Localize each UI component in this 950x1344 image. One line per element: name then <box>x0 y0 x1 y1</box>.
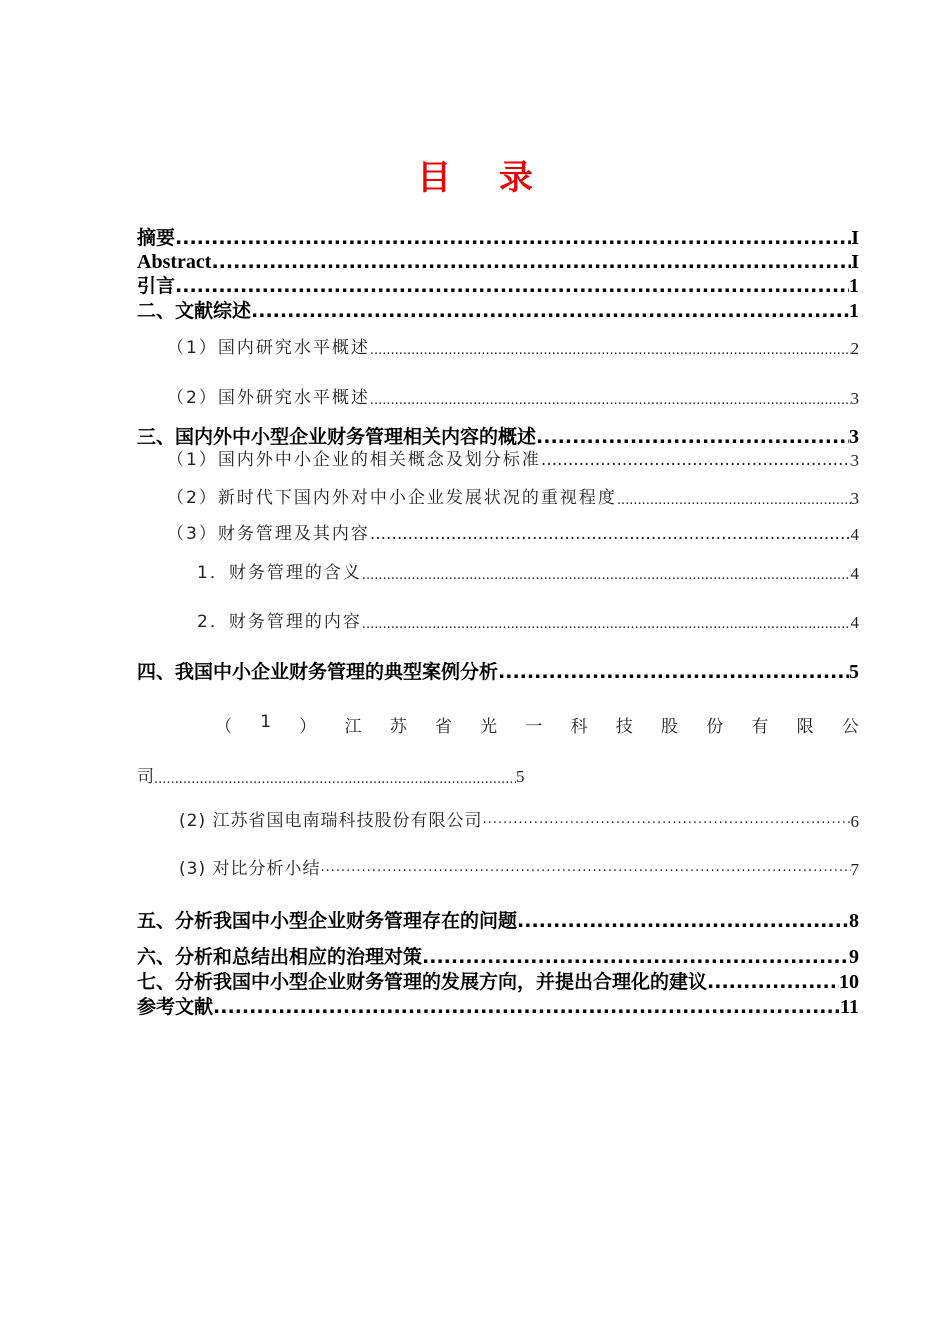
toc-entry-abstract-en[interactable] <box>137 252 859 272</box>
toc-entry-char: 1 <box>260 712 272 732</box>
toc-page-number: 10 <box>839 971 859 993</box>
toc-page-number: 4 <box>850 613 859 632</box>
toc-entry-section-7[interactable] <box>137 972 859 992</box>
toc-leader-dots <box>482 817 850 830</box>
toc-entry-char: 江 <box>344 717 362 737</box>
toc-entry-char: 一 <box>525 717 543 737</box>
toc-entry-3-3-1[interactable] <box>197 565 859 582</box>
toc-entry-label: （1）国内外中小企业的相关概念及划分标准 <box>167 450 541 470</box>
toc-entry-4-1-line1[interactable] <box>215 712 859 737</box>
toc-entry-section-3[interactable] <box>137 427 859 447</box>
toc-leader-dots <box>320 865 850 878</box>
toc-page-number: 3 <box>850 489 859 508</box>
toc-entry-references[interactable] <box>137 997 859 1017</box>
toc-page-number: 7 <box>850 860 859 879</box>
toc-entry-3-3-2[interactable] <box>197 614 859 631</box>
toc-entry-label: 三、国内外中小型企业财务管理相关内容的概述 <box>137 426 537 448</box>
toc-entry-section-6[interactable] <box>137 947 859 967</box>
toc-leader-dots <box>541 452 851 469</box>
toc-entry-label: 二、文献综述 <box>137 300 252 322</box>
toc-entry-2-1[interactable] <box>167 340 859 357</box>
toc-page-number: 9 <box>849 946 859 968</box>
toc-entry-char: 光 <box>480 717 498 737</box>
toc-leader-dots <box>213 998 840 1017</box>
toc-entry-introduction[interactable] <box>137 276 859 296</box>
toc-page-number: 2 <box>850 339 859 358</box>
toc-entry-label: 五、分析我国中小型企业财务管理存在的问题 <box>137 910 518 932</box>
toc-entry-label: （2）新时代下国内外对中小企业发展状况的重视程度 <box>167 488 617 508</box>
toc-leader-dots <box>370 394 851 407</box>
toc-entry-label: （3）财务管理及其内容 <box>167 524 370 544</box>
toc-entry-char: 技 <box>615 717 633 737</box>
toc-entry-label: (3) 对比分析小结 <box>179 859 321 879</box>
toc-entry-3-2[interactable] <box>167 490 859 507</box>
toc-entry-4-1-line2[interactable] <box>137 762 525 787</box>
page-title: 目 录 <box>417 158 551 198</box>
toc-entry-2-2[interactable] <box>167 390 859 407</box>
toc-page-number: I <box>851 227 859 249</box>
toc-entry-label: Abstract <box>137 251 212 273</box>
toc-leader-dots <box>362 618 851 631</box>
toc-page-number: 1 <box>849 275 859 297</box>
toc-entry-label: 七、分析我国中小型企业财务管理的发展方向，并提出合理化的建议 <box>137 971 708 993</box>
toc-entry-3-1[interactable] <box>167 452 859 469</box>
toc-entry-label: 司 <box>137 767 154 787</box>
toc-entry-char: 份 <box>706 717 724 737</box>
toc-entry-char: 省 <box>434 717 452 737</box>
toc-entry-char: 股 <box>661 717 679 737</box>
toc-entry-label: 六、分析和总结出相应的治理对策 <box>137 946 423 968</box>
toc-page-number: 5 <box>516 767 525 786</box>
toc-page-number: 1 <box>849 300 859 322</box>
toc-leader-dots <box>707 973 839 992</box>
toc-leader-dots <box>362 569 851 582</box>
toc-entry-char: ） <box>299 717 317 737</box>
toc-entry-abstract-cn[interactable] <box>137 228 859 248</box>
toc-entry-section-2[interactable] <box>137 301 859 321</box>
toc-page-number: 3 <box>850 389 859 408</box>
toc-leader-dots <box>154 772 516 787</box>
toc-page-number: 4 <box>850 564 859 583</box>
toc-leader-dots <box>498 663 849 682</box>
toc-page-number: 11 <box>840 996 859 1018</box>
toc-entry-label: 2．财务管理的内容 <box>197 612 362 632</box>
toc-entry-char: 限 <box>796 717 814 737</box>
toc-entry-char: 苏 <box>389 717 407 737</box>
toc-leader-dots <box>251 302 849 321</box>
toc-page-number: I <box>851 251 859 273</box>
toc-page-number: 4 <box>850 525 859 544</box>
toc-leader-dots <box>211 253 851 272</box>
toc-entry-char: （ <box>215 717 232 737</box>
toc-leader-dots <box>175 277 849 296</box>
toc-entry-label: 1．财务管理的含义 <box>197 563 362 583</box>
toc-entry-4-3[interactable] <box>179 861 859 878</box>
toc-page-number: 3 <box>850 451 859 470</box>
toc-entry-3-3[interactable] <box>167 526 859 543</box>
toc-entry-label: 四、我国中小企业财务管理的典型案例分析 <box>137 661 499 683</box>
toc-leader-dots <box>422 948 849 967</box>
toc-entry-section-5[interactable] <box>137 911 859 931</box>
toc-leader-dots <box>370 526 851 543</box>
toc-page-number: 6 <box>850 812 859 831</box>
toc-leader-dots <box>517 912 849 931</box>
toc-entry-label: 参考文献 <box>137 996 214 1018</box>
toc-entry-label: 引言 <box>137 275 176 297</box>
toc-leader-dots <box>175 229 851 248</box>
toc-entry-char: 有 <box>751 717 769 737</box>
toc-page-number: 3 <box>849 426 859 448</box>
toc-entry-4-2[interactable] <box>179 813 859 830</box>
toc-page-number: 5 <box>849 661 859 683</box>
toc-entry-label: 摘要 <box>137 227 176 249</box>
toc-entry-label: （2）国外研究水平概述 <box>167 388 370 408</box>
toc-leader-dots <box>370 344 851 357</box>
toc-entry-char: 科 <box>570 717 588 737</box>
toc-leader-dots <box>617 494 851 507</box>
toc-leader-dots <box>536 428 849 447</box>
toc-entry-char: 公 <box>841 717 859 737</box>
toc-entry-label: (2) 江苏省国电南瑞科技股份有限公司 <box>179 811 483 831</box>
toc-entry-section-4[interactable] <box>137 662 859 682</box>
toc-entry-label: （1）国内研究水平概述 <box>167 338 370 358</box>
toc-page-number: 8 <box>849 910 859 932</box>
